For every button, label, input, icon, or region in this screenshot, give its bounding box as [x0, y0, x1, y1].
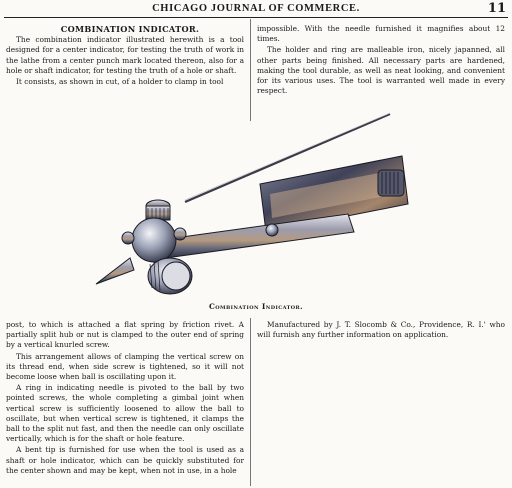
- article-title: COMBINATION INDICATOR.: [60, 24, 200, 34]
- column-divider-bottom: [250, 318, 251, 486]
- knurled-grip: [378, 170, 404, 196]
- paragraph: A ring in indicating needle is pivoted to the ball by two pointed screws, the whole completing a gimbal joint when vertical screw is sufficiently loosened to allow the ball to oscillate, but when vertical screw is tightened, it clamps the ball to the split nut fast, and then the needle can only oscillate vertically, which is for the shaft or hole feature.: [6, 383, 244, 444]
- figure-caption: Combination Indicator.: [209, 302, 303, 311]
- manufacturer-note: Manufactured by J. T. Slocomb & Co., Providence, R. I.' who will furnish any further information on application.: [257, 320, 505, 340]
- paragraph: It consists, as shown in cut, of a holder to clamp in tool: [16, 77, 224, 87]
- journal-title: CHICAGO JOURNAL OF COMMERCE.: [152, 3, 360, 14]
- right-column-bottom: [257, 320, 505, 341]
- page-header: [0, 0, 512, 18]
- right-column-top: [257, 24, 505, 97]
- paragraph: The holder and ring are malleable iron, nicely japanned, all other parts being finished. All necessary parts are hardened, making the tool durable, as well as neat looking, and convenient for its various uses. The tool is warranted well made in every respect.: [257, 45, 505, 96]
- header-rule: [4, 17, 508, 18]
- paragraph: The combination indicator illustrated herewith is a tool designed for a center indicator, for testing the truth of work in the lathe from a center punch mark located thereon, also for a hole or shaft indicator, for testing the truth of a hole or shaft.: [6, 35, 244, 75]
- left-column-top: [6, 24, 244, 88]
- page-number: 11: [487, 1, 506, 16]
- column-divider-top: [250, 19, 251, 121]
- paragraph: This arrangement allows of clamping the vertical screw on its thread end, when side screw is tightened, so it will not become loose when ball is oscillating upon it.: [6, 351, 244, 382]
- left-column-bottom: [6, 320, 244, 477]
- paragraph: impossible. With the needle furnished it magnifies about 12 times.: [257, 24, 505, 44]
- combination-indicator-illustration: [90, 110, 420, 300]
- paragraph: post, to which is attached a flat spring by friction rivet. A partially split hub or nut is clamped to the outer end of spring by a vertical knurled screw.: [6, 320, 244, 350]
- paragraph: A bent tip is furnished for use when the tool is used as a shaft or hole indicator, which can be quickly substituted for the center shown and may be kept, when not in use, in a hole: [6, 445, 244, 475]
